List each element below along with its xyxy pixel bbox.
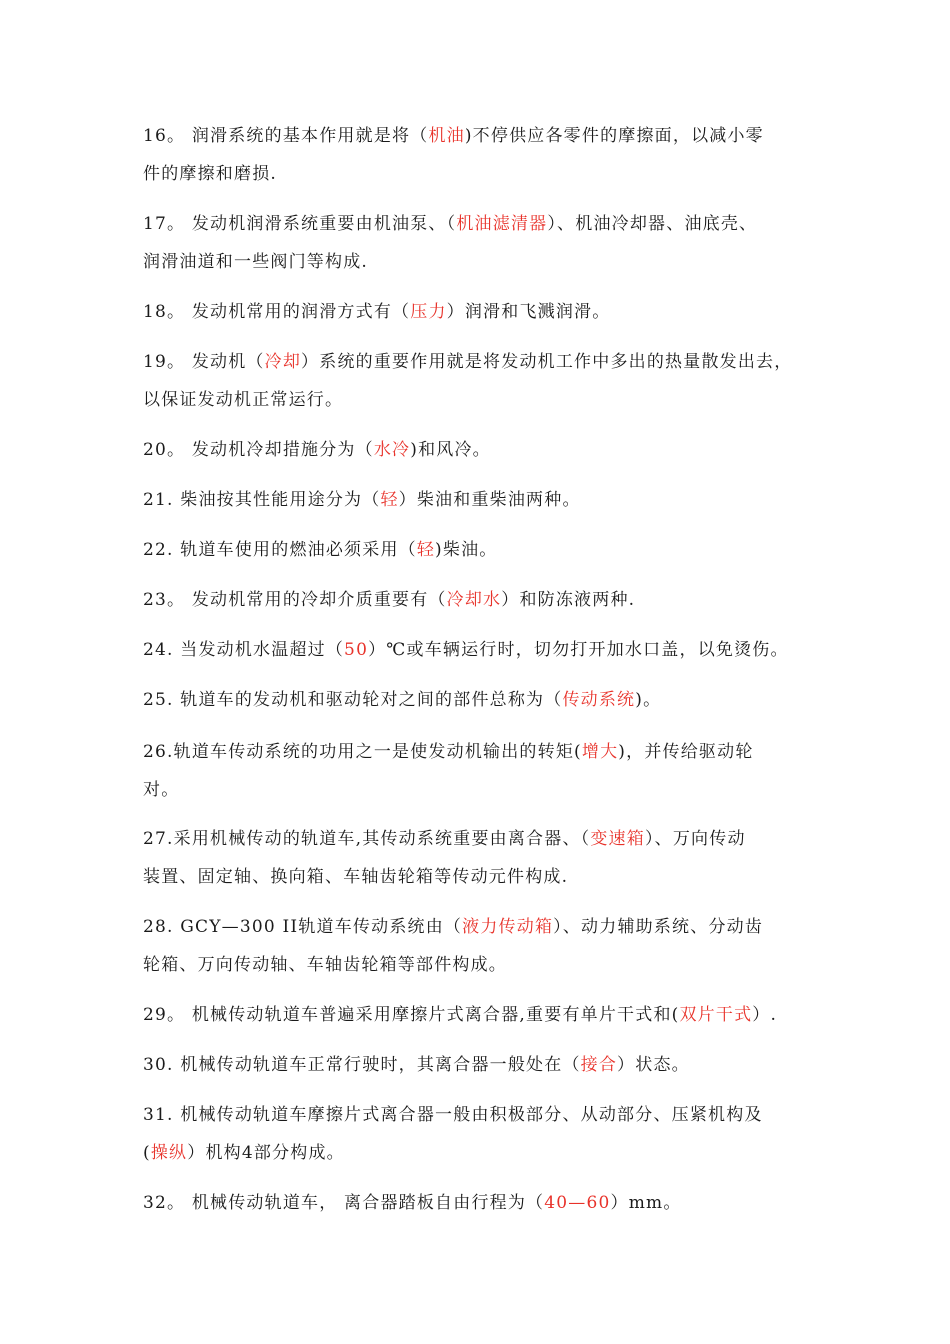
answer-text: 增大 (581, 742, 619, 762)
question-text: )不停供应各零件的摩擦面，以减小零 (464, 126, 764, 146)
question-line (143, 343, 815, 381)
question-text: 19。 发动机（ (143, 352, 265, 372)
answer-text: 50 (344, 640, 369, 660)
question-20 (143, 431, 815, 469)
question-text: ）、机油冷却器、油底壳、 (547, 214, 758, 234)
question-24 (143, 631, 815, 669)
question-text: 29。 机械传动轨道车普遍采用摩擦片式离合器,重要有单片干式和( (143, 1005, 680, 1025)
question-text: 30. 机械传动轨道车正常行驶时，其离合器一般处在（ (143, 1055, 581, 1075)
answer-text: 冷却水 (446, 590, 502, 610)
question-text: ）. (752, 1005, 778, 1025)
question-text: 24. 当发动机水温超过（ (143, 640, 345, 660)
question-line (143, 771, 815, 809)
answer-text: 机油滤清器 (456, 214, 548, 234)
question-text: 31. 机械传动轨道车摩擦片式离合器一般由积极部分、从动部分、压紧机构及 (143, 1105, 763, 1125)
question-text: 22. 轨道车使用的燃油必须采用（ (143, 540, 417, 560)
question-30 (143, 1046, 815, 1084)
answer-text: 双片干式 (679, 1005, 753, 1025)
question-18 (143, 293, 815, 331)
question-line (143, 431, 815, 469)
question-line (143, 531, 815, 569)
question-text: 18。 发动机常用的润滑方式有（ (143, 302, 411, 322)
question-19 (143, 343, 815, 419)
question-text: 件的摩擦和磨损. (143, 164, 278, 184)
question-text: 26.轨道车传动系统的功用之一是使发动机输出的转矩( (143, 742, 582, 762)
question-line (143, 381, 815, 419)
question-32 (143, 1184, 815, 1222)
answer-text: 传动系统 (562, 690, 636, 710)
question-28 (143, 908, 815, 984)
question-line (143, 581, 815, 619)
question-text: )柴油。 (435, 540, 498, 560)
question-21 (143, 481, 815, 519)
question-16 (143, 117, 815, 193)
question-text: ）柴油和重柴油两种。 (398, 490, 581, 510)
question-line (143, 946, 815, 984)
question-text: 17。 发动机润滑系统重要由机油泵、（ (143, 214, 457, 234)
question-text: 25. 轨道车的发动机和驱动轮对之间的部件总称为（ (143, 690, 563, 710)
answer-text: 机油 (428, 126, 465, 146)
question-line (143, 1134, 815, 1172)
question-text: 28. GCY—300 II轨道车传动系统由（ (143, 917, 463, 937)
question-line (143, 1046, 815, 1084)
question-text: ）状态。 (617, 1055, 690, 1075)
answer-text: 冷却 (264, 352, 302, 372)
question-text: 润滑油道和一些阀门等构成. (143, 252, 369, 272)
question-line (143, 996, 815, 1034)
question-text: ）机构4部分构成。 (187, 1143, 345, 1163)
question-text: ）、万向传动 (644, 829, 746, 849)
answer-text: 40—60 (544, 1193, 611, 1213)
question-text: )。 (635, 690, 662, 710)
question-text: ）、动力辅助系统、分动齿 (553, 917, 764, 937)
question-text: 32。 机械传动轨道车， 离合器踏板自由行程为（ (143, 1193, 545, 1213)
question-line (143, 205, 815, 243)
question-line (143, 1096, 815, 1134)
question-line (143, 243, 815, 281)
question-line (143, 858, 815, 896)
question-27 (143, 820, 815, 896)
answer-text: 接合 (580, 1055, 618, 1075)
answer-text: 轻 (380, 490, 399, 510)
question-line (143, 631, 815, 669)
question-text: )，并传给驱动轮 (618, 742, 754, 762)
question-line (143, 681, 815, 719)
answer-text: 轻 (416, 540, 436, 560)
question-text: 以保证发动机正常运行。 (143, 390, 344, 410)
question-25 (143, 681, 815, 719)
question-text: 21. 柴油按其性能用途分为（ (143, 490, 381, 510)
question-line (143, 117, 815, 155)
question-29 (143, 996, 815, 1034)
question-text: )和风冷。 (410, 440, 491, 460)
question-text: 20。 发动机冷却措施分为（ (143, 440, 374, 460)
question-text: 23。 发动机常用的冷却介质重要有（ (143, 590, 447, 610)
question-text: ）℃或车辆运行时，切勿打开加水口盖，以免烫伤。 (368, 640, 789, 660)
answer-text: 变速箱 (590, 829, 645, 849)
question-text: 装置、固定轴、换向箱、车轴齿轮箱等传动元件构成. (143, 867, 569, 887)
question-17 (143, 205, 815, 281)
question-line (143, 733, 815, 771)
question-line (143, 1184, 815, 1222)
question-text: ( (143, 1143, 151, 1163)
question-text: 对。 (143, 780, 180, 800)
question-text: 轮箱、万向传动轴、车轴齿轮箱等部件构成。 (143, 955, 507, 975)
answer-text: 压力 (410, 302, 447, 322)
question-26 (143, 733, 815, 809)
question-23 (143, 581, 815, 619)
question-line (143, 908, 815, 946)
question-line (143, 293, 815, 331)
answer-text: 液力传动箱 (462, 917, 554, 937)
question-text: 27.采用机械传动的轨道车,其传动系统重要由离合器、（ (143, 829, 591, 849)
question-line (143, 481, 815, 519)
question-text: 16。 润滑系统的基本作用就是将（ (143, 126, 429, 146)
question-text: ）和防冻液两种. (501, 590, 636, 610)
question-text: ）润滑和飞溅润滑。 (446, 302, 611, 322)
question-text: ）系统的重要作用就是将发动机工作中多出的热量散发出去， (301, 352, 793, 372)
question-22 (143, 531, 815, 569)
question-line (143, 820, 815, 858)
question-line (143, 155, 815, 193)
answer-text: 水冷 (373, 440, 411, 460)
question-31 (143, 1096, 815, 1172)
question-text: ）mm。 (610, 1193, 682, 1213)
answer-text: 操纵 (150, 1143, 188, 1163)
